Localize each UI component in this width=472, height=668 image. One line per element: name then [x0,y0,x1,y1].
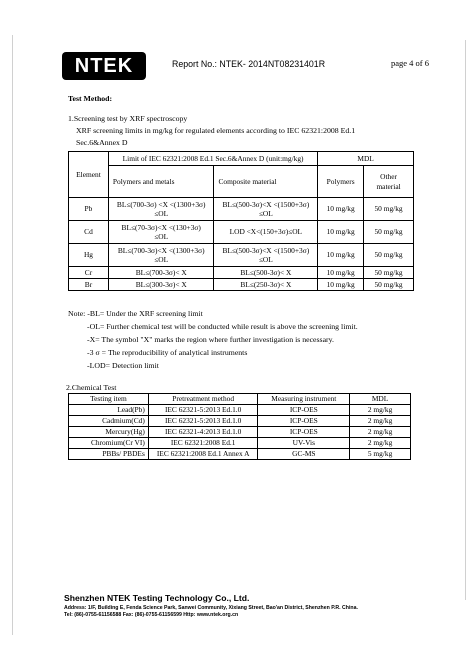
xrf-heading: 1.Screening test by XRF spectroscopy [68,114,188,123]
limit-line2: ≤OL [258,255,273,264]
header-instrument: Measuring instrument [258,394,350,405]
polymer-metal-limit [108,198,214,221]
header-polymers-metals: Polymers and metals [108,166,214,198]
note-lod: -LOD= Detection limit [87,361,159,370]
table-row [69,221,414,244]
section-title: Test Method: [68,94,113,103]
limit-line1: BL≤(700-3σ)<X <(1300+3σ) [117,245,205,255]
table-row [69,449,411,460]
table-row [69,416,411,427]
mdl-value: 2 mg/kg [350,416,411,427]
mdl-other: 50 mg/kg [364,221,414,244]
footer-contact: Tel: (86)-0755-61156588 Fax: (86)-0755-61156599 Http: www.ntek.org.cn [64,612,239,618]
table-row [69,427,411,438]
table-row [69,244,414,267]
header-composite: Composite material [214,166,318,198]
xrf-intro-line2: Sec.6&Annex D [76,138,128,147]
measuring-instrument: ICP-OES [258,427,350,438]
mdl-other: 50 mg/kg [364,279,414,291]
left-edge-line [12,35,13,635]
testing-item: Cadmium(Cd) [69,416,149,427]
mdl-polymers: 10 mg/kg [318,244,364,267]
composite-limit: BL≤(500-3σ)< X [214,267,318,279]
footer-address: Address: 1/F, Building E, Fenda Science Park, Sanwei Community, Xixiang Street, Bao'an District, Shenzhen P.R. China. [64,605,358,611]
limit-line1: BL≤(500-3σ)<X <(1500+3σ) [222,245,310,255]
testing-item: Lead(Pb) [69,405,149,416]
mdl-value: 5 mg/kg [350,449,411,460]
measuring-instrument: GC-MS [258,449,350,460]
footer-company: Shenzhen NTEK Testing Technology Co., Ltd. [64,593,250,603]
note-x: -X= The symbol "X" marks the region where further investigation is necessary. [87,335,334,344]
xrf-limits-table [68,151,414,291]
composite-limit [214,221,318,244]
pretreatment-method: IEC 62321-4:2013 Ed.1.0 [148,427,258,438]
header-polymers: Polymers [318,166,364,198]
composite-limit [214,198,318,221]
pretreatment-method: IEC 62321:2008 Ed.1 Annex A [148,449,258,460]
table-row [69,198,414,221]
table-row [69,279,414,291]
ntek-logo [62,52,146,80]
measuring-instrument: ICP-OES [258,416,350,427]
polymer-metal-limit: BL≤(700-3σ)< X [108,267,214,279]
mdl-value: 2 mg/kg [350,405,411,416]
element-cell: Hg [69,244,109,267]
header-pretreatment: Pretreatment method [148,394,258,405]
composite-limit: BL≤(250-3σ)< X [214,279,318,291]
polymer-metal-limit [108,244,214,267]
logo-text: NTEK [74,54,134,77]
header-element: Element [69,152,109,198]
mdl-value: 2 mg/kg [350,427,411,438]
limit-line2: ≤OL [258,209,273,218]
header-limit: Limit of IEC 62321:2008 Ed.1 Sec.6&Annex D (unit:mg/kg) [108,152,317,166]
chem-test-table [68,393,411,460]
measuring-instrument: ICP-OES [258,405,350,416]
limit-line1: BL≤(700-3σ) <X <(1300+3σ) [116,199,206,209]
element-cell: Cd [69,221,109,244]
note-bl: Note: -BL= Under the XRF screening limit [68,309,203,318]
testing-item: Mercury(Hg) [69,427,149,438]
mdl-other: 50 mg/kg [364,198,414,221]
header-testing-item: Testing item [69,394,149,405]
element-cell: Br [69,279,109,291]
limit-line1: BL≤(500-3σ)<X <(1500+3σ) [222,199,310,209]
pretreatment-method: IEC 62321-5:2013 Ed.1.0 [148,416,258,427]
mdl-value: 2 mg/kg [350,438,411,449]
page-number: page 4 of 6 [390,58,429,68]
report-number: Report No.: NTEK- 2014NT08231401R [172,59,326,69]
chem-heading: 2.Chemical Test [66,383,117,392]
right-edge-line [465,40,466,600]
limit-line1: BL≤(70-3σ)<X <(130+3σ) [121,222,201,232]
polymer-metal-limit [108,221,214,244]
limit-line1: LOD <X<(150+3σ)≤OL [229,227,303,237]
header-other-line1: Other [380,172,397,181]
mdl-polymers: 10 mg/kg [318,221,364,244]
mdl-polymers: 10 mg/kg [318,279,364,291]
pretreatment-method: IEC 62321-5:2013 Ed.1.0 [148,405,258,416]
testing-item: Chromium(Cr VI) [69,438,149,449]
mdl-other: 50 mg/kg [364,267,414,279]
element-cell: Pb [69,198,109,221]
header-other [364,166,414,198]
limit-line2: ≤OL [154,232,169,241]
limit-line2: ≤OL [154,255,169,264]
testing-item: PBBs/ PBDEs [69,449,149,460]
polymer-metal-limit: BL≤(300-3σ)< X [108,279,214,291]
xrf-intro-line1: XRF screening limits in mg/kg for regulated elements according to IEC 62321:2008 Ed.1 [76,126,356,135]
pretreatment-method: IEC 62321:2008 Ed.1 [148,438,258,449]
limit-line2: ≤OL [154,209,169,218]
note-ol: -OL= Further chemical test will be conducted while result is above the screening limit. [87,322,358,331]
header-mdl: MDL [318,152,414,166]
table-row [69,438,411,449]
mdl-other: 50 mg/kg [364,244,414,267]
element-cell: Cr [69,267,109,279]
measuring-instrument: UV-Vis [258,438,350,449]
mdl-polymers: 10 mg/kg [318,198,364,221]
note-sigma: -3 σ = The reproducibility of analytical instruments [87,348,248,357]
composite-limit [214,244,318,267]
mdl-polymers: 10 mg/kg [318,267,364,279]
header-other-line2: material [376,181,401,191]
table-row [69,267,414,279]
header-mdl: MDL [350,394,411,405]
table-row [69,405,411,416]
